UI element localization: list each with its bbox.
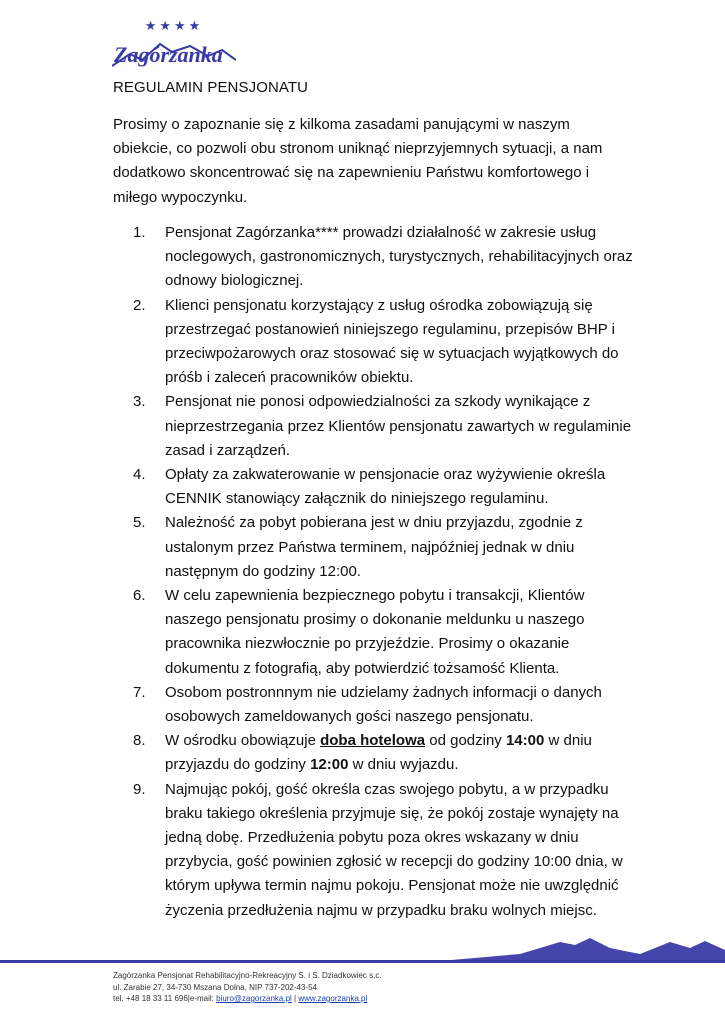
rule-item [113,729,645,777]
rule-item [113,681,645,729]
rule-item [113,511,645,584]
rule-number: 9. [133,780,146,798]
rule-text: Najmując pokój, gość określa czas swojego pobytu, a w przypadku braku takiego określenia przyjmuje się, że pokój zostaje wynajęty na jedną dobę. Przedłużenia pobytu poza okres wskazany w dniu przybycia, gość powinien zgłosić w recepcji do godziny 10:00 dnia, w którym upływa termin najmu pokoju. Pensjonat może nie uwzględnić życzenia przedłużenia najmu w przypadku braku wolnych miejsc. [165,780,623,919]
footer-contact [113,993,382,1005]
rule-item [113,463,645,511]
rule-text [165,729,645,777]
rule-number: 7. [133,683,146,701]
rule-item [113,390,645,463]
footer-email-link[interactable]: biuro@zagorzanka.pl [216,994,292,1003]
footer-separator: | [291,994,299,1003]
checkout-time: 12:00 [310,756,349,774]
footer-phone: tel. +48 18 33 11 696|e-mail: [113,994,217,1003]
rule-number: 1. [133,224,146,241]
footer-mountain-line [0,928,725,968]
logo [112,16,236,72]
doba-hotelowa-emphasis: doba hotelowa [320,732,426,750]
logo-stars: ★★★★ [144,19,204,34]
rule-text: Pensjonat nie ponosi odpowiedzialności za szkody wynikające z nieprzestrzegania przez Klientów pensjonatu zawartych w regulaminie zasad i zarządzeń. [165,393,632,459]
rule-text: Klienci pensjonatu korzystający z usług ośrodka zobowiązują się przestrzegać postanowień niniejszego regulaminu, przepisów BHP i przeciwpożarowych oraz stosować się w sytuacjach wyjątkowych do próśb i zaleceń pracowników obiektu. [165,296,619,387]
rule-text: Opłaty za zakwaterowanie w pensjonacie oraz wyżywienie określa CENNIK stanowiący załącznik do niniejszego regulaminu. [165,466,606,508]
rule-item [113,778,645,923]
rule-item [113,221,645,294]
footer [113,970,382,1005]
rule-number: 6. [133,587,146,605]
rule-text-part: w dniu wyjazdu. [348,756,459,774]
rule-number: 2. [133,296,146,314]
rule-text: W celu zapewnienia bezpiecznego pobytu i transakcji, Klientów naszego pensjonatu prosimy o dokonanie meldunku u naszego pracownika niezwłocznie po przyjeździe. Prosimy o okazanie dokumentu z fotografią, aby potwierdzić tożsamość Klienta. [165,587,585,677]
rule-text-part: W ośrodku obowiązuje [165,732,321,750]
page-title: REGULAMIN PENSJONATU [113,79,309,96]
rule-text: Osobom postronnnym nie udzielamy żadnych informacji o danych osobowych zameldowanych gości naszego pensjonatu. [165,683,602,726]
rule-number: 8. [133,732,146,750]
rule-text: Pensjonat Zagórzanka**** prowadzi działalność w zakresie usług noclegowych, gastronomicznych, turystycznych, rehabilitacyjnych oraz odnowy biologicznej. [165,224,633,290]
intro-paragraph: Prosimy o zapoznanie się z kilkoma zasadami panującymi w naszym obiekcie, co pozwoli obu stronom uniknąć nieprzyjemnych sytuacji, a nam dodatkowo skoncentrować się na zapewnieniu Państwu komfortowego i miłego wypoczynku. [113,116,603,206]
logo-wordmark: Zagórzanka [114,42,223,67]
footer-company: Zagórzanka Pensjonat Rehabilitacyjno-Rekreacyjny S. i S. Dziadkowiec s.c. [113,971,382,980]
rule-text-part: od godziny [425,732,506,750]
rule-text: Należność za pobyt pobierana jest w dniu przyjazdu, zgodnie z ustalonym przez Państwa terminem, najpóźniej jednak w dniu następnym do godziny 12:00. [165,514,583,580]
logo-graphic [112,16,236,72]
rule-text-part: w dniu przyjazdu do godziny [165,732,592,774]
checkin-time: 14:00 [505,732,545,750]
rule-number: 5. [133,514,146,532]
rules-list [113,221,645,923]
footer-address: ul. Zarabie 27, 34-730 Mszana Dolna, NIP 737-202-43-54 [113,982,317,992]
rule-item [113,584,645,681]
rule-number: 4. [133,466,146,484]
rule-item [113,294,645,391]
footer-website-link[interactable]: www.zagorzanka.pl [298,994,368,1003]
rule-number: 3. [133,393,146,411]
